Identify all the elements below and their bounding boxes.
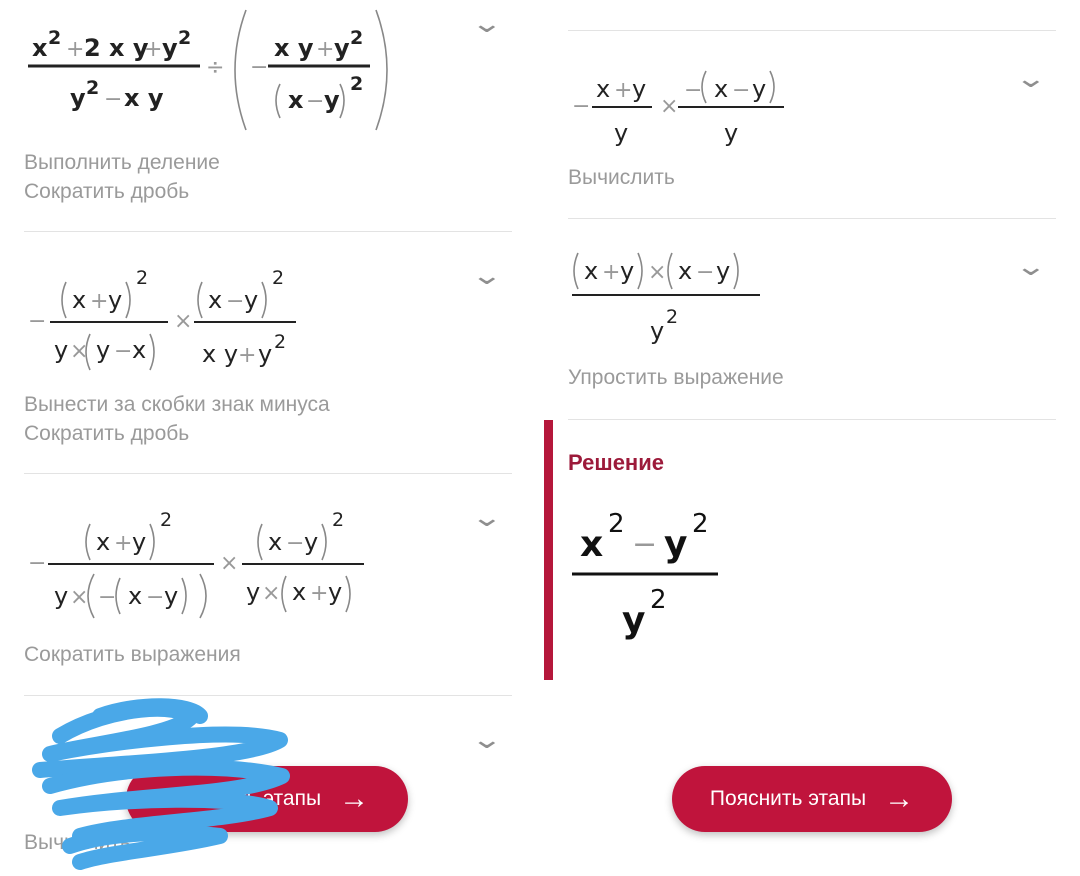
svg-text:2: 2 <box>692 509 709 539</box>
svg-text:−: − <box>732 78 751 103</box>
svg-text:x: x <box>580 524 604 565</box>
caption-line: Упростить выражение <box>568 366 784 389</box>
svg-text:x y: x y <box>274 34 314 62</box>
svg-text:y: y <box>54 336 69 364</box>
step-3[interactable] <box>24 474 512 694</box>
explain-steps-label: Пояснить этапы <box>164 787 322 810</box>
svg-text:y: y <box>162 34 178 62</box>
step-1-captions <box>24 148 220 206</box>
svg-text:2: 2 <box>136 267 149 289</box>
step-3-expression <box>24 498 444 648</box>
svg-text:x: x <box>292 578 307 606</box>
step-2[interactable] <box>24 232 512 472</box>
svg-text:2 x y: 2 x y <box>84 34 149 62</box>
svg-text:−: − <box>114 339 133 364</box>
step-a-captions <box>568 163 675 192</box>
svg-text:x: x <box>96 528 111 556</box>
svg-text:2: 2 <box>48 27 62 49</box>
svg-text:−: − <box>98 585 117 610</box>
svg-text:+: + <box>66 37 85 62</box>
svg-text:−: − <box>226 289 245 314</box>
svg-text:−: − <box>146 585 165 610</box>
chevron-down-icon[interactable]: ⌄ <box>470 724 504 754</box>
svg-text:÷: ÷ <box>206 55 225 80</box>
svg-text:y: y <box>108 286 123 314</box>
svg-text:y: y <box>620 257 635 285</box>
svg-text:2: 2 <box>272 267 285 289</box>
svg-text:y: y <box>632 75 647 103</box>
svg-text:x: x <box>714 75 729 103</box>
right-steps-panel <box>540 0 1080 872</box>
caption-line: Вынести за скобки знак минуса <box>24 393 330 416</box>
svg-text:y: y <box>614 119 629 147</box>
svg-text:x: x <box>584 257 599 285</box>
svg-text:×: × <box>660 94 679 119</box>
svg-text:−: − <box>684 78 703 103</box>
svg-text:2: 2 <box>86 77 100 99</box>
svg-text:y: y <box>96 336 111 364</box>
svg-text:x: x <box>596 75 611 103</box>
svg-text:x: x <box>32 34 48 62</box>
svg-text:y: y <box>324 86 340 114</box>
svg-text:×: × <box>220 551 239 576</box>
caption-line: Сократить дробь <box>24 180 190 203</box>
svg-text:y: y <box>334 34 350 62</box>
svg-text:y: y <box>664 524 688 565</box>
svg-text:×: × <box>70 339 89 364</box>
step-a[interactable] <box>568 31 1056 217</box>
svg-text:2: 2 <box>274 331 287 353</box>
svg-text:+: + <box>114 531 133 556</box>
svg-text:x: x <box>268 528 283 556</box>
svg-text:×: × <box>70 585 89 610</box>
svg-text:−: − <box>28 309 47 334</box>
svg-text:+: + <box>310 581 329 606</box>
svg-text:y: y <box>650 317 665 345</box>
explain-steps-label: Пояснить этапы <box>709 787 867 810</box>
svg-text:x: x <box>678 257 693 285</box>
svg-text:y: y <box>752 75 767 103</box>
caption-line: Сократить выражения <box>24 643 241 666</box>
svg-text:y: y <box>716 257 731 285</box>
svg-text:x: x <box>288 86 304 114</box>
svg-text:×: × <box>262 581 281 606</box>
svg-text:y: y <box>244 286 259 314</box>
step-1[interactable] <box>24 0 512 230</box>
solution-title: Решение <box>568 450 664 475</box>
svg-text:x: x <box>208 286 223 314</box>
step-2-captions <box>24 390 330 448</box>
caption-line: Сократить дробь <box>24 422 190 445</box>
svg-text:2: 2 <box>666 306 679 328</box>
svg-text:−: − <box>696 260 715 285</box>
solution-expression <box>568 496 788 656</box>
caption-line: Вычислить <box>568 166 675 189</box>
step-a-expression <box>568 55 868 175</box>
arrow-right-icon: → <box>884 782 915 815</box>
svg-text:x: x <box>132 336 147 364</box>
step-3-captions <box>24 640 241 669</box>
arrow-right-icon: → <box>339 782 370 815</box>
svg-text:y: y <box>328 578 343 606</box>
step-b-expression <box>568 239 868 369</box>
svg-text:y: y <box>258 340 273 368</box>
svg-text:y: y <box>304 528 319 556</box>
svg-text:2: 2 <box>332 509 345 531</box>
svg-text:x: x <box>72 286 87 314</box>
svg-text:−: − <box>28 551 47 576</box>
chevron-down-icon[interactable]: ⌄ <box>470 260 504 290</box>
svg-text:−: − <box>572 94 591 119</box>
svg-text:2: 2 <box>160 509 173 531</box>
svg-text:×: × <box>648 260 667 285</box>
svg-text:−: − <box>632 527 658 562</box>
left-steps-panel <box>0 0 540 872</box>
svg-text:2: 2 <box>178 27 192 49</box>
solution-accent-bar <box>544 420 553 680</box>
svg-text:2: 2 <box>350 73 364 95</box>
svg-text:+: + <box>90 289 109 314</box>
svg-text:y: y <box>164 582 179 610</box>
svg-text:y: y <box>724 119 739 147</box>
svg-text:x y: x y <box>202 340 239 368</box>
svg-text:+: + <box>602 260 621 285</box>
step-b-captions <box>568 363 784 392</box>
svg-text:y: y <box>54 582 69 610</box>
svg-text:y: y <box>70 84 86 112</box>
svg-text:2: 2 <box>650 585 667 615</box>
svg-text:−: − <box>250 55 269 80</box>
divider <box>568 419 1056 420</box>
step-b[interactable] <box>568 219 1056 419</box>
svg-text:+: + <box>144 37 163 62</box>
caption-line: Выполнить деление <box>24 151 220 174</box>
explain-steps-button-right[interactable] <box>672 766 952 832</box>
caption-line: Вычислить <box>24 831 131 854</box>
svg-text:x: x <box>128 582 143 610</box>
svg-text:−: − <box>104 87 123 112</box>
svg-text:+: + <box>614 78 633 103</box>
svg-text:x y: x y <box>124 84 164 112</box>
svg-text:+: + <box>238 343 257 368</box>
svg-text:×: × <box>174 309 193 334</box>
svg-text:y: y <box>132 528 147 556</box>
scribble-overlay <box>20 696 320 876</box>
svg-text:2: 2 <box>608 509 625 539</box>
svg-text:−: − <box>306 89 325 114</box>
svg-text:2: 2 <box>350 27 364 49</box>
svg-text:y: y <box>622 600 646 641</box>
chevron-down-icon[interactable]: ⌄ <box>1014 63 1048 93</box>
svg-text:y: y <box>246 578 261 606</box>
svg-text:+: + <box>316 37 335 62</box>
chevron-down-icon[interactable]: ⌄ <box>1014 251 1048 281</box>
chevron-down-icon[interactable]: ⌄ <box>470 8 504 38</box>
step-2-expression <box>24 256 444 396</box>
chevron-down-icon[interactable]: ⌄ <box>470 502 504 532</box>
svg-text:−: − <box>286 531 305 556</box>
step-1-expression <box>24 6 444 138</box>
